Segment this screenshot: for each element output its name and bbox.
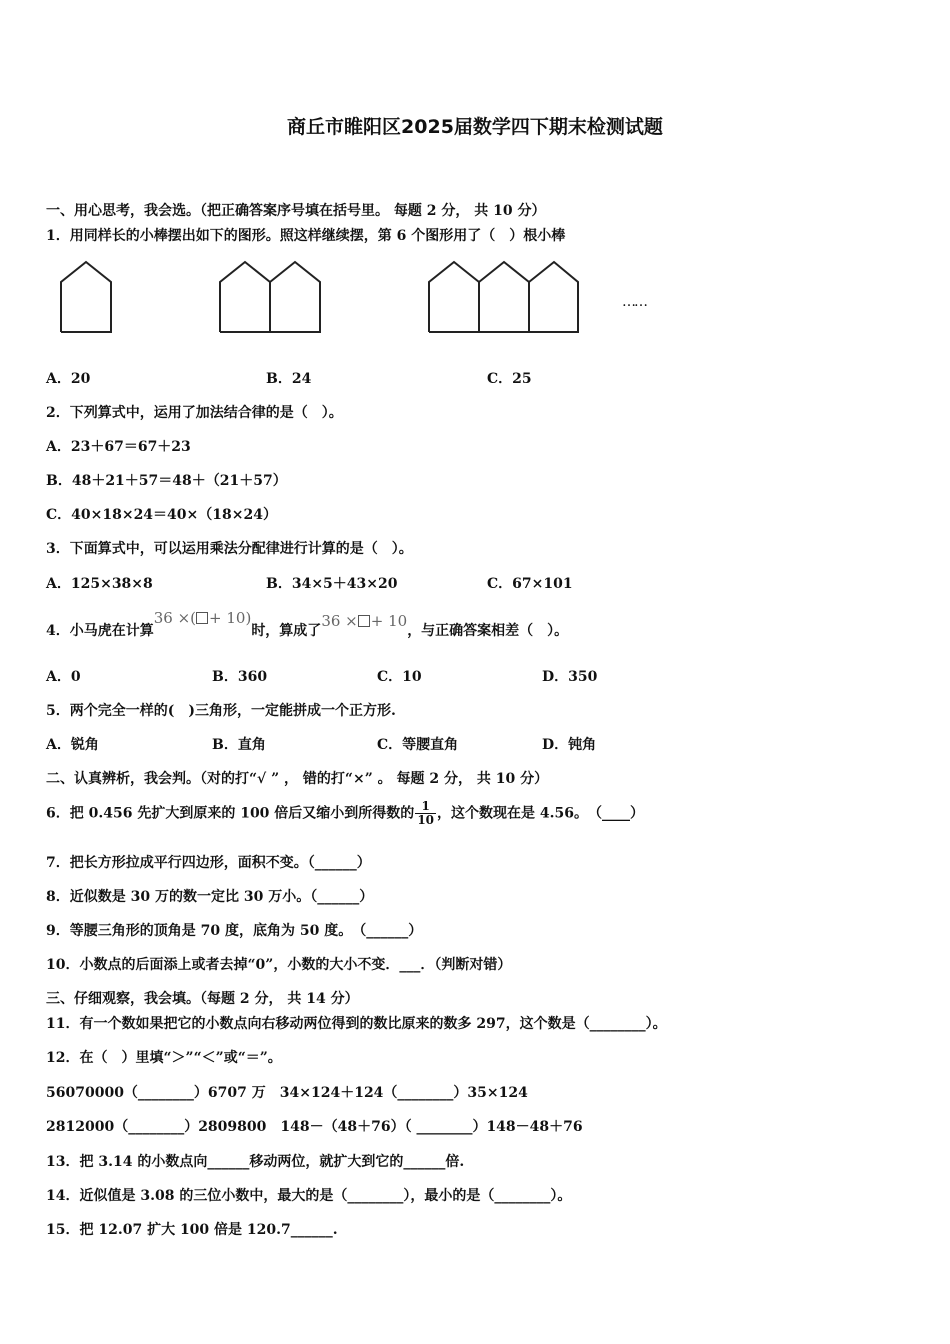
q5-option-a: A．锐角: [46, 737, 99, 753]
figure-3: [429, 262, 578, 332]
q12-row-1: 56070000（________）6707 万 34×124＋124（________）35×124: [46, 1085, 528, 1101]
q4-option-d: D．350: [542, 669, 598, 685]
q6-line: [46, 800, 644, 827]
q14-text: 14．近似值是 3.08 的三位小数中，最大的是（________），最小的是（________）。: [46, 1188, 572, 1204]
q5-option-c: C．等腰直角: [377, 737, 459, 753]
q9-text: 9．等腰三角形的顶角是 70 度，底角为 50 度。 （______）: [46, 923, 423, 939]
q5-option-b: B．直角: [212, 737, 266, 753]
q4-expr1-part-b: + 10): [209, 609, 252, 627]
q5-option-d: D．钝角: [542, 737, 597, 753]
q8-text: 8．近似数是 30 万的数一定比 30 万小。（______）: [46, 889, 374, 905]
q15-text: 15．把 12.07 扩大 100 倍是 120.7______.: [46, 1222, 338, 1238]
q4-middle: 时，算成了: [251, 623, 322, 639]
q3-option-b: B．34×5＋43×20: [266, 576, 398, 592]
section3-heading: 三、仔细观察，我会填。（每题 2 分， 共 14 分）: [46, 991, 359, 1007]
q2-option-c: C．40×18×24＝40×（18×24）: [46, 507, 277, 523]
q6-prefix: 6．把 0.456 先扩大到原来的 100 倍后又缩小到所得数的: [46, 805, 415, 822]
q4-suffix: ，与正确答案相差（ ）。: [407, 623, 569, 639]
q4-line: [46, 609, 569, 641]
q4-expression-wrong: [321, 612, 407, 630]
figure-1: [61, 262, 111, 332]
fraction-numerator: 1: [415, 800, 436, 814]
section2-heading: 二、认真辨析，我会判。（对的打“√ ” ， 错的打“×” 。 每题 2 分， 共 10 分）: [46, 771, 549, 787]
q4-option-a: A．0: [46, 669, 81, 685]
q4-option-c: C．10: [377, 669, 422, 685]
q11-text: 11．有一个数如果把它的小数点向右移动两位得到的数比原来的数多 297，这个数是（________）。: [46, 1016, 667, 1032]
blank-box-icon: [196, 612, 208, 624]
q10-text: 10．小数点的后面添上或者去掉“0”，小数的大小不变．___．（判断对错）: [46, 957, 512, 973]
section1-heading: 一、用心思考，我会选。（把正确答案序号填在括号里。 每题 2 分， 共 10 分）: [46, 203, 546, 219]
q3-option-c: C．67×101: [487, 576, 573, 592]
q12-text: 12．在（ ）里填“＞”“＜”或“＝”。: [46, 1050, 282, 1066]
q7-text: 7．把长方形拉成平行四边形，面积不变。（______）: [46, 855, 371, 871]
q1-text: 1．用同样长的小棒摆出如下的图形。照这样继续摆，第 6 个图形用了（ ）根小棒: [46, 228, 566, 244]
q1-option-a: A．20: [46, 371, 91, 387]
q1-option-b: B．24: [266, 371, 312, 387]
page-title: 商丘市睢阳区2025届数学四下期末检测试题: [287, 116, 663, 138]
q2-text: 2．下列算式中，运用了加法结合律的是（ ）。: [46, 405, 343, 421]
q4-prefix: 4．小马虎在计算: [46, 623, 154, 639]
q4-option-b: B．360: [212, 669, 268, 685]
q1-option-c: C．25: [487, 371, 532, 387]
fraction-denominator: 10: [417, 813, 435, 827]
figure-ellipsis: ……: [622, 294, 646, 310]
q3-option-a: A．125×38×8: [46, 576, 153, 592]
q6-fraction: [415, 800, 436, 827]
q2-option-a: A．23＋67＝67＋23: [46, 439, 191, 455]
q12-row-2: 2812000（________）2809800 148－（48＋76）（ ________）148－48＋76: [46, 1119, 583, 1135]
q6-suffix: ，这个数现在是 4.56。 （____）: [437, 805, 644, 822]
figure-2: [220, 262, 320, 332]
q3-text: 3．下面算式中，可以运用乘法分配律进行计算的是（ ）。: [46, 541, 413, 557]
blank-box-icon: [358, 615, 370, 627]
q13-text: 13．把 3.14 的小数点向______移动两位，就扩大到它的______倍.: [46, 1154, 465, 1170]
q4-expr1-part-a: 36 ×(: [153, 609, 197, 627]
q4-expression-correct: [154, 609, 252, 627]
q5-text: 5．两个完全一样的( )三角形，一定能拼成一个正方形.: [46, 703, 396, 719]
stick-house-figures: [50, 250, 670, 340]
q2-option-b: B．48＋21＋57＝48＋（21＋57）: [46, 473, 287, 489]
q4-expr2-part-a: 36 ×: [321, 612, 358, 630]
q4-expr2-part-b: + 10: [370, 612, 408, 630]
